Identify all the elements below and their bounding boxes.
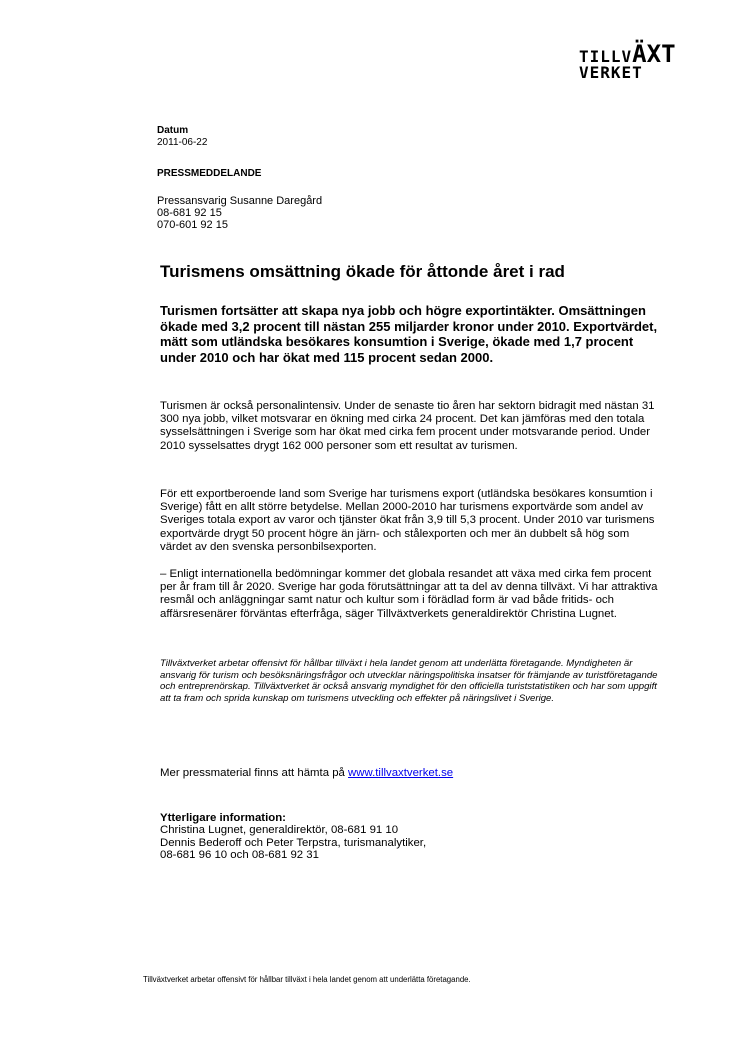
- document-type: PRESSMEDDELANDE: [157, 168, 262, 179]
- further-information: [160, 812, 426, 862]
- info-contact-3: 08-681 96 10 och 08-681 92 31: [160, 849, 319, 862]
- date-value: 2011-06-22: [157, 137, 208, 148]
- lead-paragraph: Turismen fortsätter att skapa nya jobb och högre exportintäkter. Omsättningen ökade med 3,2 procent till nästan 255 miljarder kronor under 2010. Exportvärdet, mätt som utländska besökares konsumtion i Sverige, ökade med 1,7 procent under 2010 och har ökat med 115 procent sedan 2000.: [160, 303, 658, 365]
- info-contact-1: Christina Lugnet, generaldirektör, 08-681 91 10: [160, 824, 399, 837]
- website-link[interactable]: www.tillvaxtverket.se: [348, 767, 454, 779]
- contact-name: Pressansvarig Susanne Daregård: [157, 195, 323, 207]
- info-contact-2: Dennis Bederoff och Peter Terpstra, turismanalytiker,: [160, 836, 427, 849]
- body-paragraph-2: För ett exportberoende land som Sverige har turismens export (utländska besökares konsumtion i Sverige) fått en allt större betydelse. Mellan 2000-2010 har turismens exportvärde som andel av Sveriges totala export av varor och tjänster ökat från 3,9 till 5,3 procent. Under 2010 var turismens exportvärde drygt 50 procent högre än järn- och stålexporten och mer än dubbelt så hög som värdet av den svenska personbilsexporten.: [160, 488, 655, 553]
- logo-line1-prefix: TILLV: [579, 47, 633, 66]
- agency-description: Tillväxtverket arbetar offensivt för hållbar tillväxt i hela landet genom att underlätta företagande. Myndigheten är ansvarig för turism och besöksnäringsfrågor och utvecklar näringspolitiska insatser för främjande av turistföretagande och entreprenörskap. Tillväxtverket är också ansvarig myndighet för den officiella turiststatistiken och har som uppgift att ta fram och sprida kunskap om turismens utveckling och effekter på näringslivet i Sverige.: [160, 658, 658, 704]
- body-paragraph-3: – Enligt internationella bedömningar kommer det globala resandet att växa med cirka fem procent per år fram till år 2020. Sverige har goda förutsättningar att ta del av denna tillväxt. Vi har attraktiva resmål och anläggningar samt natur och kultur som i förädlad form är vad både fritids- och affärsresenärer förväntas efterfråga, säger Tillväxtverkets generaldirektör Christina Lugnet.: [160, 568, 658, 620]
- logo-line2: VERKET: [579, 63, 643, 82]
- press-contact: [157, 195, 322, 231]
- logo-line1-big: ÄXT: [632, 40, 676, 68]
- contact-phone: 08-681 92 15: [157, 207, 222, 219]
- tillvaxtverket-logo: [579, 40, 676, 82]
- body-paragraph-1: Turismen är också personalintensiv. Under de senaste tio åren har sektorn bidragit med nästan 31 300 nya jobb, vilket motsvarar en ökning med cirka 24 procent. Det kan jämföras med den totala sysselsättningen i Sverige som har ökat med cirka fem procent under motsvarande period. Under 2010 sysselsattes drygt 162 000 personer som ett resultat av turismen.: [160, 400, 655, 452]
- date-label: Datum: [157, 125, 189, 136]
- info-title: Ytterligare information:: [160, 812, 286, 824]
- contact-mobile: 070-601 92 15: [157, 219, 228, 231]
- page-footer: Tillväxtverket arbetar offensivt för hållbar tillväxt i hela landet genom att underlätta företagande.: [143, 975, 471, 984]
- page-title: Turismens omsättning ökade för åttonde året i rad: [160, 262, 565, 281]
- more-material: [160, 767, 453, 780]
- more-material-text: Mer pressmaterial finns att hämta på: [160, 767, 349, 779]
